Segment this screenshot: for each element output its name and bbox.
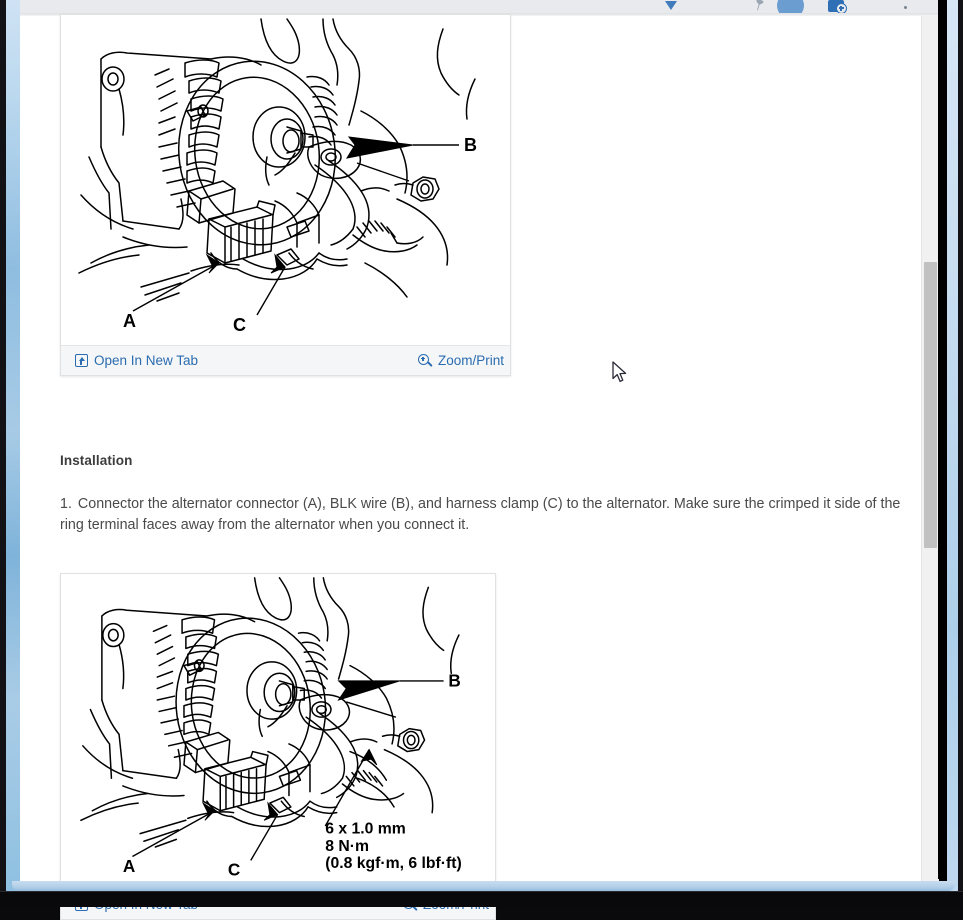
torque-line-3: (0.8 kgf·m, 6 lbf·ft) (325, 855, 462, 872)
window-edge-right-blue (947, 0, 958, 897)
zoom-print-label: Zoom/Print (437, 353, 504, 368)
callout-b: B (464, 135, 477, 155)
torque-line-1: 6 x 1.0 mm (325, 820, 406, 838)
figure-installation (60, 573, 496, 920)
installation-step-1 (60, 494, 920, 535)
figure-removal-image[interactable] (61, 15, 510, 345)
open-in-new-tab-icon (75, 354, 88, 367)
open-in-new-tab-label: Open In New Tab (94, 353, 199, 368)
content-left-edge (20, 16, 22, 897)
magnifier-plus-icon (418, 354, 432, 368)
open-in-new-tab-link[interactable] (75, 353, 198, 368)
window-frame-right (958, 0, 963, 897)
desktop-bottom-band (0, 891, 963, 907)
browser-toolbar (20, 0, 938, 13)
callout-a: A (122, 855, 136, 876)
overflow-menu-icon[interactable] (904, 6, 907, 9)
vertical-scrollbar[interactable] (921, 16, 938, 897)
back-caret-icon[interactable] (665, 1, 677, 10)
window-edge-bottom (12, 881, 955, 891)
callout-a: A (123, 311, 136, 331)
callout-c: C (233, 315, 246, 335)
alternator-line-drawing (61, 15, 510, 345)
pin-icon[interactable] (754, 0, 767, 12)
page-viewport (20, 16, 938, 897)
step-number: 1. (60, 496, 72, 512)
torque-line-2: 8 N·m (325, 837, 370, 855)
callout-c: C (227, 859, 241, 880)
zoom-print-link[interactable] (418, 353, 504, 368)
figure-removal-footer (61, 345, 510, 375)
window-edge-left-blue (6, 0, 20, 897)
figure-installation-image[interactable] (61, 574, 495, 889)
vertical-scrollbar-thumb[interactable] (924, 262, 937, 548)
step-text: Connector the alternator connector (A), BLK wire (B), and harness clamp (C) to the alternator. Make sure the crimped it side of the ring terminal faces away from the alternator when you connect it. (60, 496, 901, 533)
alternator-line-drawing-installation (61, 574, 495, 889)
callout-b: B (448, 670, 461, 691)
page-heading-installation: Installation (60, 453, 133, 468)
figure-removal (60, 14, 511, 376)
